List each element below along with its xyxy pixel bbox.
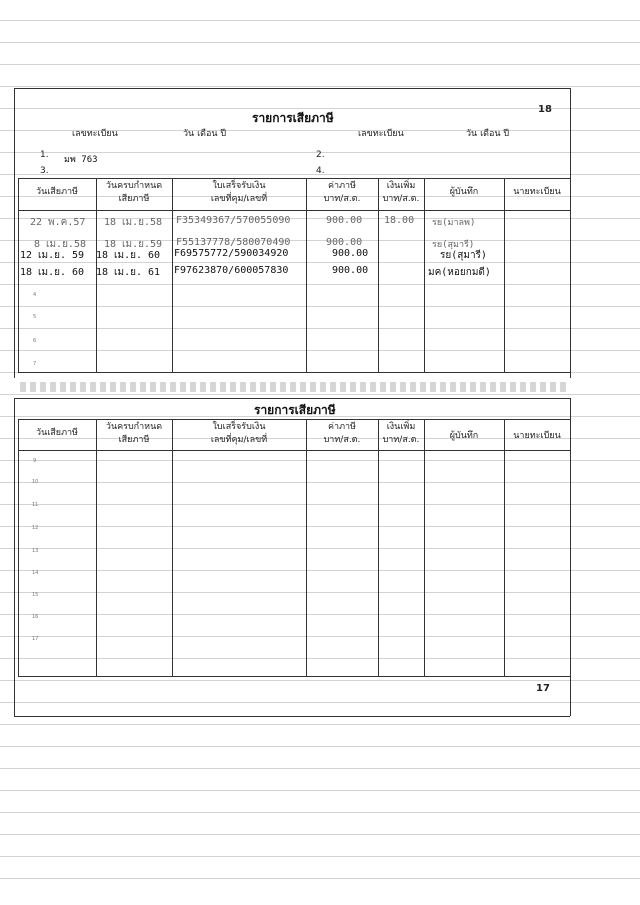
row-4-due: 18 เม.ย. 61 <box>96 267 161 278</box>
label-date-left: วัน เดือน ปี <box>183 129 227 139</box>
rule-line <box>0 746 640 747</box>
rule-line <box>0 64 640 65</box>
row-2-paid: 8 เม.ย.58 <box>34 239 86 250</box>
row-number: 7 <box>33 361 37 367</box>
row-3-due: 18 เม.ย. 60 <box>96 250 161 261</box>
row-number: 14 <box>32 570 39 576</box>
row-4-paid: 18 เม.ย. 60 <box>20 267 85 278</box>
page-number-bottom: 17 <box>536 683 550 694</box>
row-2-tax: 900.00 <box>326 237 363 248</box>
row-4-tax: 900.00 <box>332 265 369 276</box>
row-1-paid: 22 พ.ค.57 <box>30 217 86 228</box>
top-frame-left <box>14 88 15 378</box>
row-2-due: 18 เม.ย.59 <box>104 239 163 250</box>
bottom-header-registrar: นายทะเบียน <box>513 431 561 441</box>
rule-line <box>0 834 640 835</box>
plate-4-num: 4. <box>316 166 325 176</box>
section-title-bottom: รายการเสียภาษี <box>254 403 336 417</box>
rule-line <box>0 878 640 879</box>
row-number: 12 <box>32 525 39 531</box>
bottom-frame-line <box>14 398 570 399</box>
row-number: 10 <box>32 479 39 485</box>
row-number: 5 <box>33 314 37 320</box>
row-1-tax: 900.00 <box>326 215 363 226</box>
bottom-frame-bottom <box>14 716 570 717</box>
row-number: 16 <box>32 614 39 620</box>
plate-3-num: 3. <box>40 166 49 176</box>
page-number-top: 18 <box>538 104 552 115</box>
rule-line <box>0 680 640 681</box>
rule-line <box>0 768 640 769</box>
row-1-recorder: รย(มาลพ) <box>432 218 476 228</box>
bottom-header-tax: ค่าภาษี บาท/ส.ต. <box>323 422 361 445</box>
row-1-due: 18 เม.ย.58 <box>104 217 163 228</box>
row-number: 17 <box>32 636 39 642</box>
row-1-receipt: F35349367/570055090 <box>176 215 291 226</box>
row-number: 15 <box>32 592 39 598</box>
row-1-surcharge: 18.00 <box>384 215 415 226</box>
label-date-right: วัน เดือน ปี <box>466 129 510 139</box>
top-header-receipt: ใบเสร็จรับเงิน เลขที่คุม/เลขที่ <box>210 181 268 204</box>
bottom-header-recorder: ผู้บันทึก <box>449 431 479 441</box>
bottom-frame-right <box>570 398 571 716</box>
bottom-header-surcharge: เงินเพิ่ม บาท/ส.ต. <box>382 422 420 445</box>
rule-line <box>0 20 640 21</box>
rule-line <box>0 42 640 43</box>
row-2-receipt: F55137778/580070490 <box>176 237 291 248</box>
top-header-due-date: วันครบกำหนด เสียภาษี <box>105 181 163 204</box>
row-4-recorder: มค(หอยกมดี) <box>428 267 491 278</box>
rule-line <box>0 724 640 725</box>
plate-2-num: 2. <box>316 150 325 160</box>
plate-1-value: มพ 763 <box>64 155 98 165</box>
row-number: 9 <box>33 458 37 464</box>
top-header-paid-date: วันเสียภาษี <box>36 187 78 197</box>
top-header-recorder: ผู้บันทึก <box>449 187 479 197</box>
row-number: 11 <box>32 502 39 508</box>
row-3-receipt: F69575772/590034920 <box>174 248 289 259</box>
bottom-header-paid-date: วันเสียภาษี <box>36 428 78 438</box>
row-2-recorder: รย(สุมารี) <box>432 240 475 250</box>
top-frame-line <box>14 88 570 89</box>
rule-line <box>0 856 640 857</box>
row-number: 4 <box>33 292 37 298</box>
rule-line <box>0 702 640 703</box>
row-4-receipt: F97623870/600057830 <box>174 265 289 276</box>
row-3-tax: 900.00 <box>332 248 369 259</box>
top-header-registrar: นายทะเบียน <box>513 187 561 197</box>
plate-1-num: 1. <box>40 150 49 160</box>
row-3-recorder: รย(สุมารี) <box>440 250 487 261</box>
rule-line <box>0 86 640 87</box>
label-registration-left: เลขทะเบียน <box>72 129 118 139</box>
label-registration-right: เลขทะเบียน <box>358 129 404 139</box>
bottom-header-receipt: ใบเสร็จรับเงิน เลขที่คุม/เลขที่ <box>210 422 268 445</box>
top-header-surcharge: เงินเพิ่ม บาท/ส.ต. <box>382 181 420 204</box>
row-number: 13 <box>32 548 39 554</box>
rule-line <box>0 790 640 791</box>
section-title-top: รายการเสียภาษี <box>252 111 334 125</box>
rule-line <box>0 394 640 395</box>
row-3-paid: 12 เม.ย. 59 <box>20 250 85 261</box>
row-number: 6 <box>33 338 37 344</box>
rule-line <box>0 812 640 813</box>
top-header-tax: ค่าภาษี บาท/ส.ต. <box>323 181 361 204</box>
bottom-frame-left <box>14 398 15 716</box>
bottom-header-due-date: วันครบกำหนด เสียภาษี <box>105 422 163 445</box>
copy-smear <box>20 382 570 392</box>
